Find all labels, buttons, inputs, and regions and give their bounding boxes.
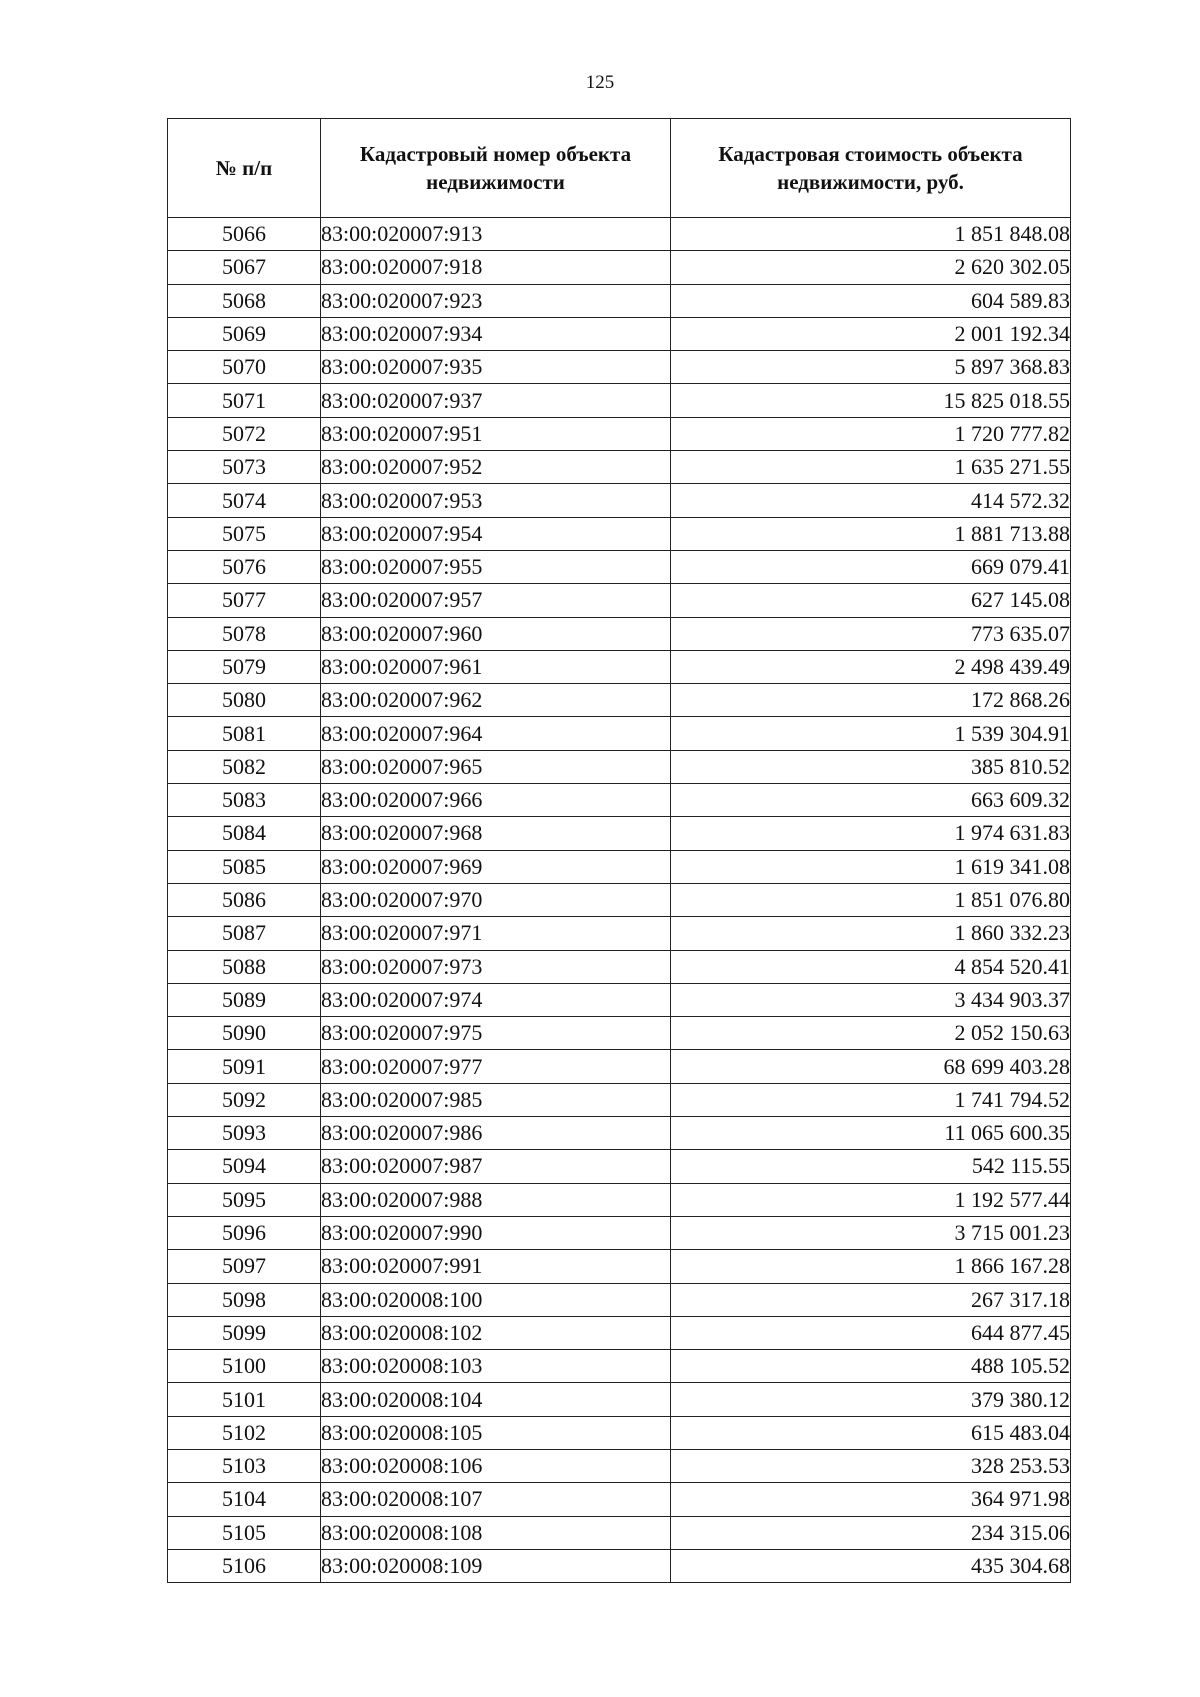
cell-cadastral-value: 644 877.45: [671, 1316, 1071, 1349]
cell-cadastral-number: 83:00:020007:990: [321, 1216, 671, 1249]
cell-row-number: 5073: [168, 451, 321, 484]
table-row: [168, 317, 1071, 350]
table-row: [168, 684, 1071, 717]
cell-row-number: 5078: [168, 617, 321, 650]
cell-cadastral-value: 1 851 848.08: [671, 218, 1071, 251]
table-row: [168, 451, 1071, 484]
table-row: [168, 1383, 1071, 1416]
cell-row-number: 5070: [168, 351, 321, 384]
cell-cadastral-number: 83:00:020007:969: [321, 850, 671, 883]
cell-row-number: 5088: [168, 950, 321, 983]
cell-row-number: 5094: [168, 1150, 321, 1183]
cell-row-number: 5101: [168, 1383, 321, 1416]
cell-cadastral-value: 1 635 271.55: [671, 451, 1071, 484]
cell-row-number: 5097: [168, 1250, 321, 1283]
cell-row-number: 5103: [168, 1449, 321, 1482]
cell-row-number: 5093: [168, 1117, 321, 1150]
cell-cadastral-number: 83:00:020007:988: [321, 1183, 671, 1216]
cell-cadastral-number: 83:00:020007:962: [321, 684, 671, 717]
table-row: [168, 1549, 1071, 1582]
cell-cadastral-number: 83:00:020007:955: [321, 550, 671, 583]
cell-row-number: 5077: [168, 584, 321, 617]
cell-cadastral-value: 615 483.04: [671, 1416, 1071, 1449]
cell-cadastral-value: 1 866 167.28: [671, 1250, 1071, 1283]
header-cadastral-value: Кадастровая стоимость объекта недвижимости, руб.: [671, 119, 1071, 218]
cell-cadastral-number: 83:00:020008:106: [321, 1449, 671, 1482]
cell-cadastral-number: 83:00:020007:974: [321, 983, 671, 1016]
cell-cadastral-number: 83:00:020007:957: [321, 584, 671, 617]
table-row: [168, 284, 1071, 317]
cell-row-number: 5105: [168, 1516, 321, 1549]
cell-cadastral-value: 234 315.06: [671, 1516, 1071, 1549]
cell-cadastral-number: 83:00:020008:102: [321, 1316, 671, 1349]
cell-row-number: 5071: [168, 384, 321, 417]
table-row: [168, 1183, 1071, 1216]
cell-cadastral-number: 83:00:020007:991: [321, 1250, 671, 1283]
table-row: [168, 817, 1071, 850]
cell-row-number: 5066: [168, 218, 321, 251]
cell-row-number: 5082: [168, 750, 321, 783]
table-row: [168, 1117, 1071, 1150]
cell-cadastral-value: 1 860 332.23: [671, 917, 1071, 950]
cell-cadastral-number: 83:00:020007:965: [321, 750, 671, 783]
cell-cadastral-value: 663 609.32: [671, 784, 1071, 817]
cell-row-number: 5076: [168, 550, 321, 583]
table-row: [168, 883, 1071, 916]
table-row: [168, 1083, 1071, 1116]
table-row: [168, 950, 1071, 983]
cell-cadastral-value: 379 380.12: [671, 1383, 1071, 1416]
cell-cadastral-number: 83:00:020007:918: [321, 251, 671, 284]
cell-row-number: 5098: [168, 1283, 321, 1316]
cell-row-number: 5084: [168, 817, 321, 850]
cell-cadastral-value: 1 192 577.44: [671, 1183, 1071, 1216]
cell-cadastral-value: 3 434 903.37: [671, 983, 1071, 1016]
table-row: [168, 1050, 1071, 1083]
table-row: [168, 1350, 1071, 1383]
cell-cadastral-number: 83:00:020007:975: [321, 1017, 671, 1050]
cell-cadastral-number: 83:00:020007:971: [321, 917, 671, 950]
table-row: [168, 1250, 1071, 1283]
table-row: [168, 717, 1071, 750]
cell-cadastral-value: 2 052 150.63: [671, 1017, 1071, 1050]
cell-cadastral-number: 83:00:020008:105: [321, 1416, 671, 1449]
cell-cadastral-number: 83:00:020007:951: [321, 417, 671, 450]
cell-row-number: 5090: [168, 1017, 321, 1050]
cell-cadastral-value: 68 699 403.28: [671, 1050, 1071, 1083]
cell-row-number: 5099: [168, 1316, 321, 1349]
cell-cadastral-number: 83:00:020007:973: [321, 950, 671, 983]
cell-row-number: 5087: [168, 917, 321, 950]
cell-cadastral-value: 414 572.32: [671, 484, 1071, 517]
cell-cadastral-value: 172 868.26: [671, 684, 1071, 717]
cell-cadastral-number: 83:00:020008:100: [321, 1283, 671, 1316]
table-row: [168, 1283, 1071, 1316]
cell-cadastral-number: 83:00:020007:986: [321, 1117, 671, 1150]
table-row: [168, 584, 1071, 617]
cell-row-number: 5102: [168, 1416, 321, 1449]
cell-cadastral-value: 542 115.55: [671, 1150, 1071, 1183]
cell-row-number: 5069: [168, 317, 321, 350]
cell-cadastral-number: 83:00:020007:977: [321, 1050, 671, 1083]
cell-cadastral-number: 83:00:020007:985: [321, 1083, 671, 1116]
cell-cadastral-value: 11 065 600.35: [671, 1117, 1071, 1150]
page-number: 125: [585, 72, 615, 93]
cell-cadastral-number: 83:00:020007:966: [321, 784, 671, 817]
table-row: [168, 384, 1071, 417]
cell-cadastral-value: 1 974 631.83: [671, 817, 1071, 850]
cell-cadastral-value: 267 317.18: [671, 1283, 1071, 1316]
header-cadastral-number: Кадастровый номер объекта недвижимости: [321, 119, 671, 218]
cell-row-number: 5092: [168, 1083, 321, 1116]
cell-cadastral-number: 83:00:020007:987: [321, 1150, 671, 1183]
cell-row-number: 5074: [168, 484, 321, 517]
cell-cadastral-value: 1 720 777.82: [671, 417, 1071, 450]
cell-cadastral-value: 2 498 439.49: [671, 650, 1071, 683]
table-row: [168, 850, 1071, 883]
cell-row-number: 5075: [168, 517, 321, 550]
cell-row-number: 5104: [168, 1483, 321, 1516]
cell-cadastral-value: 15 825 018.55: [671, 384, 1071, 417]
table-row: [168, 1316, 1071, 1349]
cell-row-number: 5085: [168, 850, 321, 883]
cell-row-number: 5089: [168, 983, 321, 1016]
cell-cadastral-value: 669 079.41: [671, 550, 1071, 583]
table-row: [168, 650, 1071, 683]
table-row: [168, 750, 1071, 783]
table-row: [168, 784, 1071, 817]
cell-cadastral-value: 3 715 001.23: [671, 1216, 1071, 1249]
table-row: [168, 1483, 1071, 1516]
cell-cadastral-value: 1 881 713.88: [671, 517, 1071, 550]
cell-cadastral-number: 83:00:020007:960: [321, 617, 671, 650]
cell-cadastral-number: 83:00:020007:964: [321, 717, 671, 750]
table-row: [168, 1017, 1071, 1050]
cell-cadastral-value: 385 810.52: [671, 750, 1071, 783]
table-row: [168, 1216, 1071, 1249]
cell-cadastral-number: 83:00:020008:108: [321, 1516, 671, 1549]
cell-cadastral-value: 2 620 302.05: [671, 251, 1071, 284]
table-row: [168, 251, 1071, 284]
table-row: [168, 417, 1071, 450]
cell-cadastral-value: 5 897 368.83: [671, 351, 1071, 384]
cell-cadastral-number: 83:00:020007:954: [321, 517, 671, 550]
cell-cadastral-value: 1 851 076.80: [671, 883, 1071, 916]
cell-row-number: 5100: [168, 1350, 321, 1383]
cell-cadastral-value: 2 001 192.34: [671, 317, 1071, 350]
cell-cadastral-value: 773 635.07: [671, 617, 1071, 650]
cell-cadastral-value: 364 971.98: [671, 1483, 1071, 1516]
table-row: [168, 1150, 1071, 1183]
cell-cadastral-value: 627 145.08: [671, 584, 1071, 617]
cadastral-value-table: [167, 118, 1071, 1583]
cell-row-number: 5086: [168, 883, 321, 916]
cell-cadastral-number: 83:00:020008:107: [321, 1483, 671, 1516]
cell-cadastral-number: 83:00:020007:935: [321, 351, 671, 384]
cell-cadastral-number: 83:00:020007:961: [321, 650, 671, 683]
cell-cadastral-value: 488 105.52: [671, 1350, 1071, 1383]
table-row: [168, 351, 1071, 384]
cell-cadastral-number: 83:00:020007:913: [321, 218, 671, 251]
cell-cadastral-number: 83:00:020007:953: [321, 484, 671, 517]
table-row: [168, 484, 1071, 517]
cell-cadastral-number: 83:00:020007:937: [321, 384, 671, 417]
cell-row-number: 5072: [168, 417, 321, 450]
table-row: [168, 550, 1071, 583]
table-row: [168, 517, 1071, 550]
table-row: [168, 1416, 1071, 1449]
cell-cadastral-number: 83:00:020007:968: [321, 817, 671, 850]
table-row: [168, 617, 1071, 650]
table-row: [168, 218, 1071, 251]
table-row: [168, 917, 1071, 950]
table-header-row: [168, 119, 1071, 218]
cell-cadastral-value: 1 539 304.91: [671, 717, 1071, 750]
cell-cadastral-value: 1 619 341.08: [671, 850, 1071, 883]
cell-row-number: 5068: [168, 284, 321, 317]
cell-cadastral-value: 1 741 794.52: [671, 1083, 1071, 1116]
cell-cadastral-number: 83:00:020007:923: [321, 284, 671, 317]
cell-cadastral-value: 435 304.68: [671, 1549, 1071, 1582]
cell-cadastral-number: 83:00:020008:109: [321, 1549, 671, 1582]
cell-cadastral-number: 83:00:020007:970: [321, 883, 671, 916]
table-row: [168, 1516, 1071, 1549]
table-row: [168, 1449, 1071, 1482]
cell-cadastral-value: 604 589.83: [671, 284, 1071, 317]
cell-cadastral-number: 83:00:020007:934: [321, 317, 671, 350]
cell-row-number: 5106: [168, 1549, 321, 1582]
table-row: [168, 983, 1071, 1016]
cell-cadastral-value: 328 253.53: [671, 1449, 1071, 1482]
cell-row-number: 5083: [168, 784, 321, 817]
header-row-number: № п/п: [168, 119, 321, 218]
cell-cadastral-number: 83:00:020008:104: [321, 1383, 671, 1416]
table-body: [168, 218, 1071, 1583]
cell-row-number: 5095: [168, 1183, 321, 1216]
cell-row-number: 5067: [168, 251, 321, 284]
cell-cadastral-value: 4 854 520.41: [671, 950, 1071, 983]
cell-row-number: 5079: [168, 650, 321, 683]
cell-row-number: 5096: [168, 1216, 321, 1249]
cell-cadastral-number: 83:00:020008:103: [321, 1350, 671, 1383]
cell-cadastral-number: 83:00:020007:952: [321, 451, 671, 484]
cell-row-number: 5080: [168, 684, 321, 717]
cell-row-number: 5081: [168, 717, 321, 750]
cell-row-number: 5091: [168, 1050, 321, 1083]
